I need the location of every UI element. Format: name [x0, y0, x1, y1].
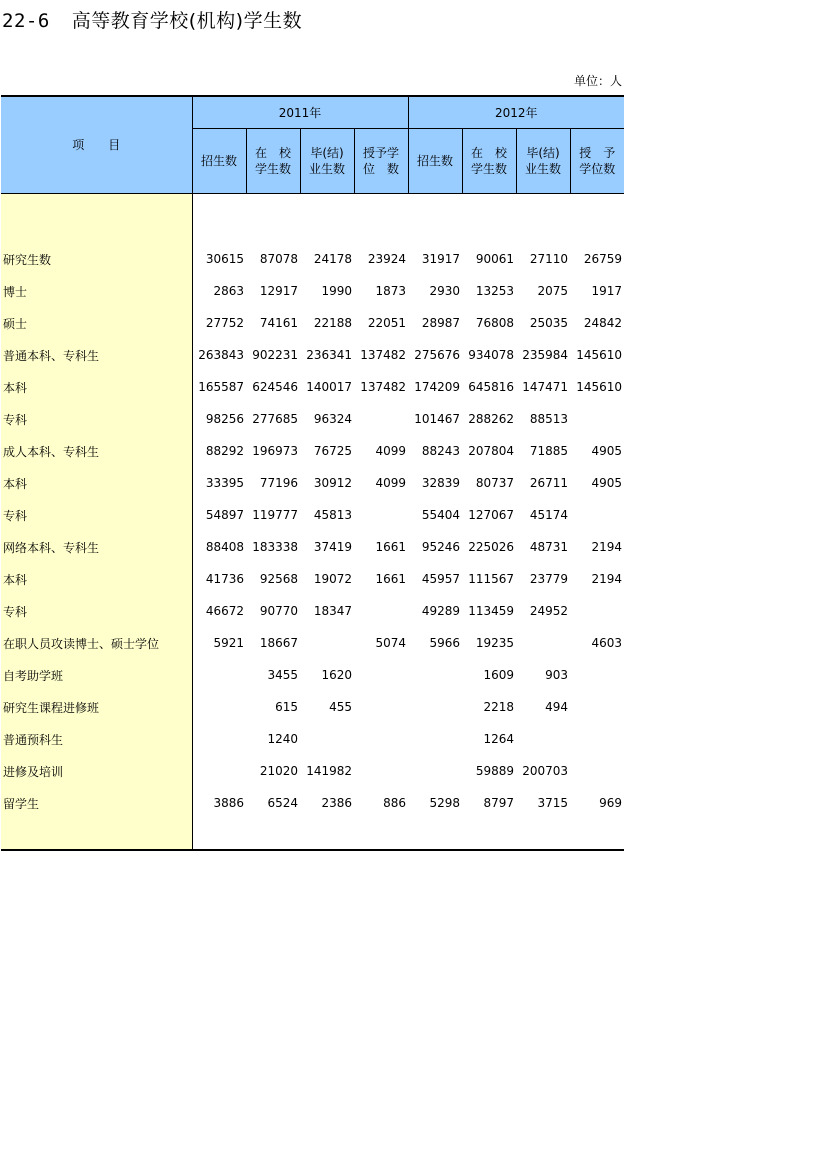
value-cell: 90061	[475, 252, 514, 266]
column-header	[192, 129, 246, 194]
value-cell: 24178	[313, 252, 352, 266]
table-body	[1, 194, 624, 851]
value-cell: 87078	[259, 252, 298, 266]
table-row	[1, 531, 624, 563]
value-cell: 80737	[475, 476, 514, 490]
value-cell: 12917	[259, 284, 298, 298]
value-cell: 5966	[429, 636, 460, 650]
value-cell: 76808	[475, 316, 514, 330]
value-cell: 225026	[468, 540, 514, 554]
value-cell	[192, 723, 246, 755]
value-cell	[408, 659, 462, 691]
value-cell: 88408	[205, 540, 244, 554]
column-header-line: 位 数	[362, 162, 399, 176]
row-label: 本科	[1, 371, 192, 403]
label-cell	[1, 819, 192, 850]
value-cell	[192, 755, 246, 787]
header-year-row	[1, 96, 624, 129]
value-cell: 71885	[529, 444, 568, 458]
column-header	[300, 129, 354, 194]
value-cell: 18667	[259, 636, 298, 650]
row-label: 研究生课程进修班	[1, 691, 192, 723]
value-cell	[354, 755, 408, 787]
value-cell: 22188	[313, 316, 352, 330]
value-cell: 95246	[421, 540, 460, 554]
value-cell: 2930	[429, 284, 460, 298]
value-cell: 6524	[267, 796, 298, 810]
value-cell: 101467	[414, 412, 460, 426]
value-cell: 30912	[313, 476, 352, 490]
value-cell: 1609	[483, 668, 514, 682]
value-cell	[516, 627, 570, 659]
table-row	[1, 723, 624, 755]
value-cell: 2386	[321, 796, 352, 810]
value-cell: 88243	[421, 444, 460, 458]
value-cell	[570, 755, 624, 787]
value-cell	[570, 723, 624, 755]
unit-note: 单位：人	[573, 74, 622, 88]
column-header-line: 业生数	[308, 162, 345, 176]
row-label: 成人本科、专科生	[1, 435, 192, 467]
value-cell: 235984	[522, 348, 568, 362]
row-label: 在职人员攻读博士、硕士学位	[1, 627, 192, 659]
row-label: 普通本科、专科生	[1, 339, 192, 371]
value-cell: 8797	[483, 796, 514, 810]
column-header	[354, 129, 408, 194]
value-cell	[300, 723, 354, 755]
value-cell: 4099	[375, 476, 406, 490]
header-year-2012: 2012年	[408, 96, 624, 129]
value-cell: 1873	[375, 284, 406, 298]
value-cell: 28987	[421, 316, 460, 330]
value-cell	[354, 659, 408, 691]
value-cell: 49289	[421, 604, 460, 618]
value-cell: 4905	[591, 476, 622, 490]
value-cell: 74161	[259, 316, 298, 330]
value-cell: 23779	[529, 572, 568, 586]
statistics-table	[1, 95, 624, 851]
value-cell: 98256	[205, 412, 244, 426]
value-cell: 141982	[306, 764, 352, 778]
value-cell: 2218	[483, 700, 514, 714]
value-cell: 902231	[252, 348, 298, 362]
table-row	[1, 307, 624, 339]
value-cell: 5921	[213, 636, 244, 650]
value-cell: 5298	[429, 796, 460, 810]
table-row	[1, 595, 624, 627]
row-label: 留学生	[1, 787, 192, 819]
table-row	[1, 275, 624, 307]
value-cell: 3715	[537, 796, 568, 810]
value-cell: 903	[545, 668, 568, 682]
value-cell: 4905	[591, 444, 622, 458]
value-cell: 26711	[529, 476, 568, 490]
value-cell: 90770	[259, 604, 298, 618]
row-label: 本科	[1, 563, 192, 595]
value-cell	[570, 659, 624, 691]
value-cell: 23924	[367, 252, 406, 266]
value-cell: 18347	[313, 604, 352, 618]
value-cell	[408, 755, 462, 787]
value-cell: 27752	[205, 316, 244, 330]
value-cell: 48731	[529, 540, 568, 554]
value-cell: 2194	[591, 572, 622, 586]
value-cell: 41736	[205, 572, 244, 586]
value-cell: 111567	[468, 572, 514, 586]
table-row	[1, 467, 624, 499]
value-cell: 55404	[421, 508, 460, 522]
column-header-line: 学生数	[470, 162, 507, 176]
value-cell: 277685	[252, 412, 298, 426]
table-row	[1, 691, 624, 723]
value-cell: 2863	[213, 284, 244, 298]
value-cell: 3455	[267, 668, 298, 682]
value-cell: 886	[383, 796, 406, 810]
column-header-line: 招生数	[200, 154, 237, 168]
value-cell	[408, 723, 462, 755]
value-cell: 33395	[205, 476, 244, 490]
value-cell	[570, 499, 624, 531]
row-label: 专科	[1, 499, 192, 531]
value-cell: 494	[545, 700, 568, 714]
value-cell: 183338	[252, 540, 298, 554]
column-header-line: 毕(结)	[310, 146, 344, 160]
value-cell: 59889	[475, 764, 514, 778]
value-cell: 32839	[421, 476, 460, 490]
column-header	[516, 129, 570, 194]
value-cell: 4603	[591, 636, 622, 650]
column-header	[408, 129, 462, 194]
value-cell: 263843	[198, 348, 244, 362]
value-cell: 37419	[313, 540, 352, 554]
value-cell: 3886	[213, 796, 244, 810]
value-cell: 147471	[522, 380, 568, 394]
value-cell: 174209	[414, 380, 460, 394]
table-row	[1, 371, 624, 403]
value-cell	[354, 499, 408, 531]
table-row	[1, 787, 624, 819]
value-cell: 88513	[529, 412, 568, 426]
value-cell: 2075	[537, 284, 568, 298]
empty-cell	[192, 194, 624, 244]
row-label: 硕士	[1, 307, 192, 339]
value-cell: 969	[599, 796, 622, 810]
value-cell: 92568	[259, 572, 298, 586]
table-row	[1, 627, 624, 659]
row-label: 自考助学班	[1, 659, 192, 691]
column-header	[570, 129, 624, 194]
header-year-2011: 2011年	[192, 96, 408, 129]
value-cell	[570, 691, 624, 723]
value-cell: 113459	[468, 604, 514, 618]
row-label: 网络本科、专科生	[1, 531, 192, 563]
value-cell: 2194	[591, 540, 622, 554]
value-cell: 1240	[267, 732, 298, 746]
row-label: 专科	[1, 403, 192, 435]
value-cell: 45174	[529, 508, 568, 522]
value-cell: 1264	[483, 732, 514, 746]
label-cell	[1, 194, 192, 244]
table-row	[1, 339, 624, 371]
value-cell: 21020	[259, 764, 298, 778]
column-header-line: 在 校	[470, 146, 507, 160]
value-cell: 140017	[306, 380, 352, 394]
value-cell: 137482	[360, 380, 406, 394]
row-label: 研究生数	[1, 243, 192, 275]
value-cell: 5074	[375, 636, 406, 650]
table-row	[1, 435, 624, 467]
row-label: 本科	[1, 467, 192, 499]
value-cell: 615	[275, 700, 298, 714]
value-cell: 46672	[205, 604, 244, 618]
row-label: 专科	[1, 595, 192, 627]
row-label: 普通预科生	[1, 723, 192, 755]
spacer-row	[1, 194, 624, 244]
value-cell: 624546	[252, 380, 298, 394]
value-cell: 22051	[367, 316, 406, 330]
value-cell: 19072	[313, 572, 352, 586]
value-cell: 25035	[529, 316, 568, 330]
value-cell: 26759	[583, 252, 622, 266]
column-header	[462, 129, 516, 194]
column-header-line: 在 校	[254, 146, 291, 160]
table-number: 22-6	[2, 10, 50, 32]
value-cell	[192, 691, 246, 723]
value-cell	[300, 627, 354, 659]
value-cell	[570, 595, 624, 627]
value-cell: 1661	[375, 540, 406, 554]
column-header-line: 毕(结)	[526, 146, 560, 160]
value-cell: 165587	[198, 380, 244, 394]
value-cell: 455	[329, 700, 352, 714]
value-cell: 77196	[259, 476, 298, 490]
value-cell: 45957	[421, 572, 460, 586]
table-row	[1, 563, 624, 595]
row-label: 进修及培训	[1, 755, 192, 787]
value-cell: 200703	[522, 764, 568, 778]
value-cell: 145610	[576, 380, 622, 394]
value-cell: 1620	[321, 668, 352, 682]
table-row	[1, 755, 624, 787]
value-cell: 645816	[468, 380, 514, 394]
table-row	[1, 499, 624, 531]
value-cell: 137482	[360, 348, 406, 362]
value-cell: 4099	[375, 444, 406, 458]
value-cell: 19235	[475, 636, 514, 650]
value-cell: 934078	[468, 348, 514, 362]
value-cell: 96324	[313, 412, 352, 426]
value-cell: 1990	[321, 284, 352, 298]
value-cell	[192, 659, 246, 691]
value-cell: 1917	[591, 284, 622, 298]
value-cell: 24952	[529, 604, 568, 618]
column-header-line: 业生数	[524, 162, 561, 176]
column-header-line: 招生数	[416, 154, 453, 168]
value-cell: 30615	[205, 252, 244, 266]
spacer-row	[1, 819, 624, 850]
empty-cell	[192, 819, 624, 850]
header-item: 项 目	[1, 96, 192, 194]
value-cell: 196973	[252, 444, 298, 458]
column-header-line: 学生数	[254, 162, 291, 176]
value-cell	[354, 691, 408, 723]
value-cell	[570, 403, 624, 435]
value-cell: 127067	[468, 508, 514, 522]
column-header	[246, 129, 300, 194]
table-row	[1, 403, 624, 435]
value-cell: 27110	[529, 252, 568, 266]
value-cell: 207804	[468, 444, 514, 458]
value-cell	[354, 403, 408, 435]
value-cell: 288262	[468, 412, 514, 426]
table-title: 高等教育学校(机构)学生数	[71, 10, 303, 32]
value-cell: 13253	[475, 284, 514, 298]
value-cell: 1661	[375, 572, 406, 586]
page-title	[2, 6, 302, 33]
value-cell: 145610	[576, 348, 622, 362]
row-label: 博士	[1, 275, 192, 307]
value-cell	[354, 723, 408, 755]
value-cell	[408, 691, 462, 723]
value-cell: 54897	[205, 508, 244, 522]
value-cell	[354, 595, 408, 627]
value-cell	[516, 723, 570, 755]
table-row	[1, 243, 624, 275]
column-header-line: 授予学	[362, 146, 399, 160]
value-cell: 24842	[583, 316, 622, 330]
value-cell: 76725	[313, 444, 352, 458]
value-cell: 88292	[205, 444, 244, 458]
value-cell: 236341	[306, 348, 352, 362]
value-cell: 31917	[421, 252, 460, 266]
value-cell: 45813	[313, 508, 352, 522]
column-header-line: 学位数	[579, 162, 616, 176]
column-header-line: 授 予	[579, 146, 616, 160]
table-row	[1, 659, 624, 691]
value-cell: 119777	[252, 508, 298, 522]
value-cell: 275676	[414, 348, 460, 362]
